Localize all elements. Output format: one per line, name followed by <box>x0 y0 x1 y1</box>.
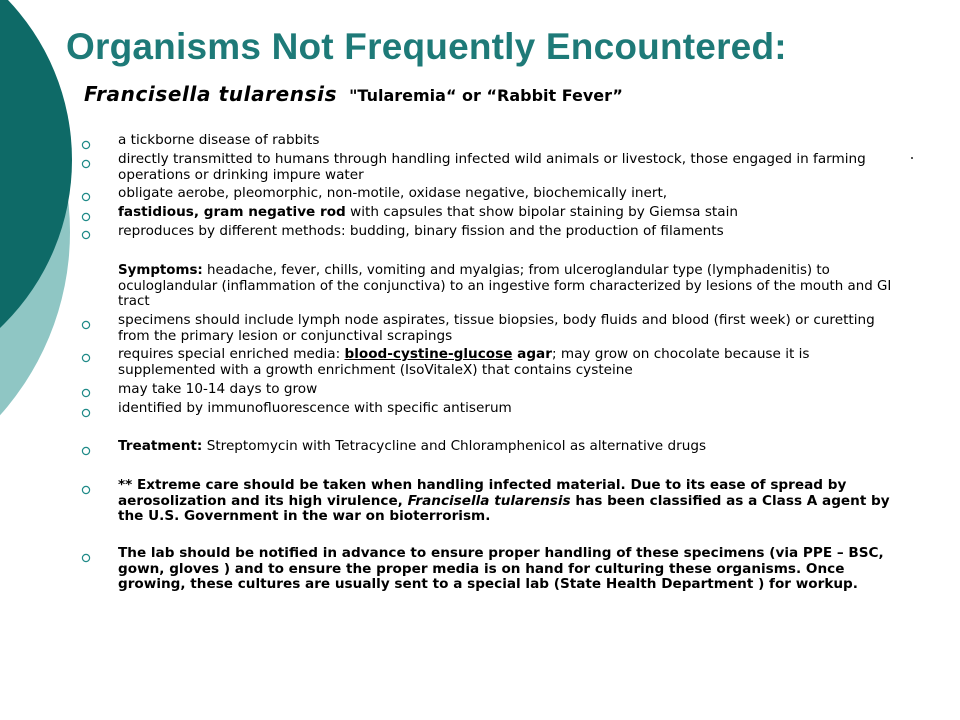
bullet-text: reproduces by different methods: budding, binary fission and the production of filaments <box>118 223 724 239</box>
bullet-text <box>118 347 908 378</box>
bullet-text: a tickborne disease of rabbits <box>118 132 320 148</box>
circle-bullet-icon <box>80 484 92 496</box>
bullet-rest-text: with capsules that show bipolar staining by Giemsa stain <box>345 204 738 220</box>
warning-text <box>118 478 908 525</box>
bullet-pre-text: requires special enriched media: <box>118 346 345 362</box>
circle-bullet-icon <box>80 445 92 457</box>
circle-bullet-icon <box>80 387 92 399</box>
teal-circles-graphic <box>0 0 80 720</box>
bullet-text: directly transmitted to humans through handling infected wild animals or livestock, those engaged in farming operations or drinking impure water <box>118 151 866 183</box>
symptoms-paragraph <box>118 263 908 310</box>
warning-part2: has been classified as a Class A agent by the U.S. Government in the war on bioterrorism. <box>118 492 890 524</box>
circle-bullet-icon <box>80 229 92 241</box>
symptoms-text: headache, fever, chills, vomiting and myalgias; from ulceroglandular type (lymphadenitis) to oculoglandular (inflammation of the conjunctiva) to an ingestive form characterized by lesions of the mouth and GI tract <box>118 263 892 310</box>
circle-bullet-icon <box>80 139 92 151</box>
underlined-media-name: blood-cystine-glucose <box>344 346 513 362</box>
slide-title: Organisms Not Frequently Encountered: <box>66 26 787 67</box>
circle-bullet-icon <box>80 352 92 364</box>
bold-text: fastidious, gram negative rod <box>118 204 346 220</box>
slide-subtitle <box>84 82 623 106</box>
decorative-circles <box>0 0 80 720</box>
stray-dot <box>911 157 913 159</box>
symptoms-label: Symptoms: <box>118 263 203 278</box>
circle-bullet-icon <box>80 158 92 170</box>
circle-bullet-icon <box>80 407 92 419</box>
circle-bullet-icon <box>80 211 92 223</box>
circle-bullet-icon <box>80 319 92 331</box>
treatment-drugs: Streptomycin with Tetracycline and Chloramphenicol as alternative drugs <box>202 438 707 454</box>
bullet-text: obligate aerobe, pleomorphic, non-motile, oxidase negative, biochemically inert, <box>118 185 668 201</box>
bullet-post-text: ; may grow on chocolate because it is supplemented with a growth enrichment (IsoVitaleX) that contains cysteine <box>118 346 810 378</box>
bold-text: agar <box>512 346 552 362</box>
bullet-text: specimens should include lymph node aspirates, tissue biopsies, body fluids and blood (first week) or curetting from the primary lesion or conjunctival scrapings <box>118 312 875 344</box>
bullet-text: identified by immunofluorescence with specific antiserum <box>118 400 512 416</box>
species-name: Francisella tularensis <box>84 82 338 106</box>
circle-bullet-icon <box>80 552 92 564</box>
circle-bullet-icon <box>80 191 92 203</box>
treatment-text <box>118 439 908 455</box>
warning-species: Francisella tularensis <box>407 492 571 509</box>
common-name: "Tularemia“ or “Rabbit Fever” <box>349 86 623 105</box>
bullet-text: may take 10-14 days to grow <box>118 381 318 397</box>
lab-note-text: The lab should be notified in advance to ensure proper handling of these specimens (via PPE – BSC, gown, gloves ) and to ensure the proper media is on hand for culturing these organisms. Once growing, these cultures are usually sent to a special lab (State Health Department ) for workup. <box>118 545 884 592</box>
bullet-text <box>118 205 908 221</box>
warning-part1: ** Extreme care should be taken when handling infected material. Due to its ease of spread by aerosolization and its high virulence, <box>118 477 847 509</box>
treatment-label: Treatment: <box>118 438 203 454</box>
